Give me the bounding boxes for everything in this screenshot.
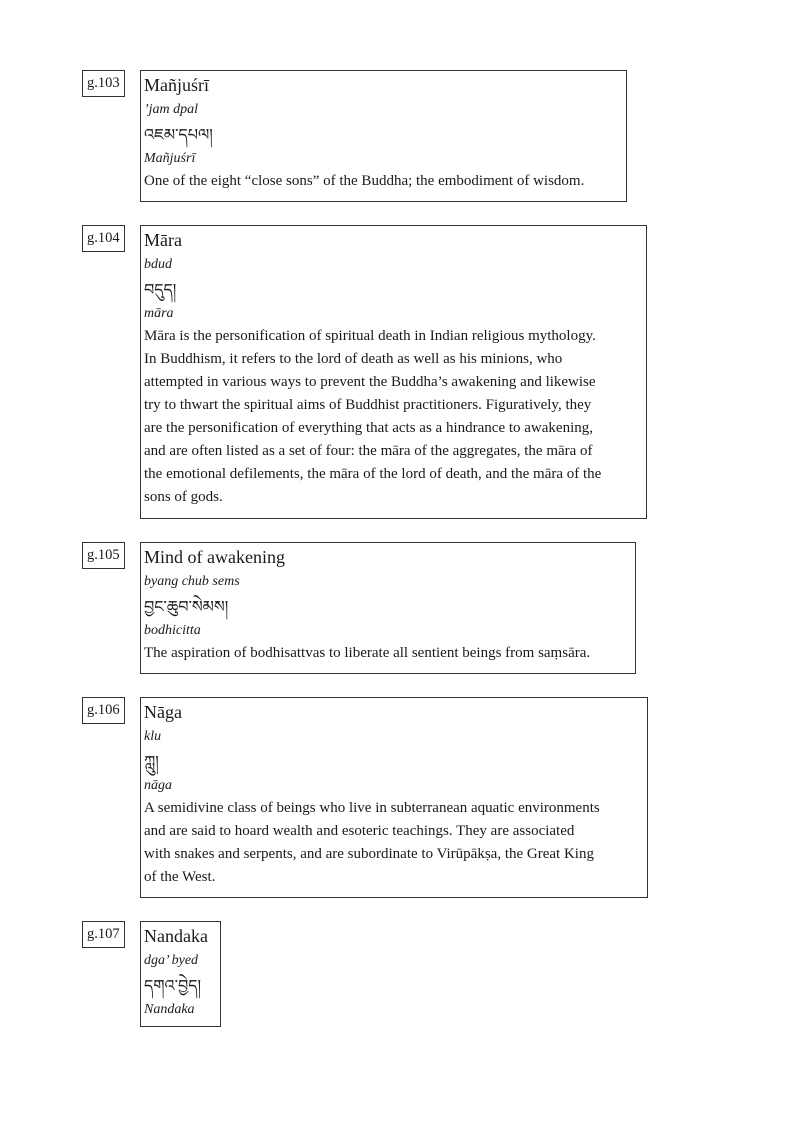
- entry-box: [140, 542, 636, 674]
- entry-number: g.105: [82, 542, 125, 569]
- definition-line: A semidivine class of beings who live in subterranean aquatic environments: [144, 800, 600, 816]
- entry-term: Nāga: [144, 702, 182, 722]
- definition-line: Māra is the personification of spiritual death in Indian religious mythology.: [144, 328, 596, 344]
- definition-line: In Buddhism, it refers to the lord of death as well as his minions, who: [144, 351, 563, 367]
- entry-tibetan: བྱང་ཆུབ་སེམས།: [144, 597, 229, 616]
- definition-line: try to thwart the spiritual aims of Buddhist practitioners. Figuratively, they: [144, 397, 592, 413]
- entry-term: Mind of awakening: [144, 547, 285, 567]
- entry-tibetan: ཀླུ།: [144, 752, 159, 771]
- entry-wylie: byang chub sems: [144, 574, 240, 589]
- definition-line: with snakes and serpents, and are subordinate to Virūpākṣa, the Great King: [144, 846, 594, 862]
- entry-number: g.107: [82, 921, 125, 948]
- definition-line: sons of gods.: [144, 489, 223, 505]
- entry-sanskrit: Mañjuśrī: [144, 151, 196, 166]
- entry-sanskrit: bodhicitta: [144, 623, 201, 638]
- definition-line: One of the eight “close sons” of the Buddha; the embodiment of wisdom.: [144, 173, 585, 189]
- entry-wylie: ’jam dpal: [144, 102, 199, 117]
- entry-term: Mañjuśrī: [144, 75, 209, 95]
- definition-line: and are often listed as a set of four: the māra of the aggregates, the māra of: [144, 443, 593, 459]
- definition-line: The aspiration of bodhisattvas to liberate all sentient beings from saṃsāra.: [144, 645, 591, 661]
- entry-definition: [144, 642, 632, 665]
- definition-line: and are said to hoard wealth and esoteric teachings. They are associated: [144, 823, 575, 839]
- entry-tibetan: དགའ་བྱེད།: [144, 976, 202, 995]
- entry-term: Māra: [144, 230, 182, 250]
- entry-box: [140, 697, 648, 898]
- entry-definition: [144, 797, 644, 889]
- entry-box: [140, 921, 221, 1027]
- entry-definition: [144, 170, 623, 193]
- entry-wylie: dga’ byed: [144, 953, 199, 968]
- entry-box: [140, 225, 647, 519]
- entry-number: g.106: [82, 697, 125, 724]
- definition-line: of the West.: [144, 869, 216, 885]
- definition-line: are the personification of everything that acts as a hindrance to awakening,: [144, 420, 593, 436]
- entry-wylie: klu: [144, 729, 162, 744]
- definition-line: attempted in various ways to prevent the Buddha’s awakening and likewise: [144, 374, 596, 390]
- definition-line: the emotional defilements, the māra of the lord of death, and the māra of the: [144, 466, 602, 482]
- entry-sanskrit: māra: [144, 306, 174, 321]
- entry-definition: [144, 325, 643, 509]
- entry-number: g.103: [82, 70, 125, 97]
- entry-wylie: bdud: [144, 257, 172, 272]
- entry-sanskrit: nāga: [144, 778, 172, 793]
- entry-tibetan: འཇམ་དཔལ།: [144, 125, 213, 144]
- entry-term: Nandaka: [144, 926, 208, 946]
- entry-box: [140, 70, 627, 202]
- entry-sanskrit: Nandaka: [144, 1002, 195, 1017]
- entry-tibetan: བདུད།: [144, 280, 177, 299]
- entry-number: g.104: [82, 225, 125, 252]
